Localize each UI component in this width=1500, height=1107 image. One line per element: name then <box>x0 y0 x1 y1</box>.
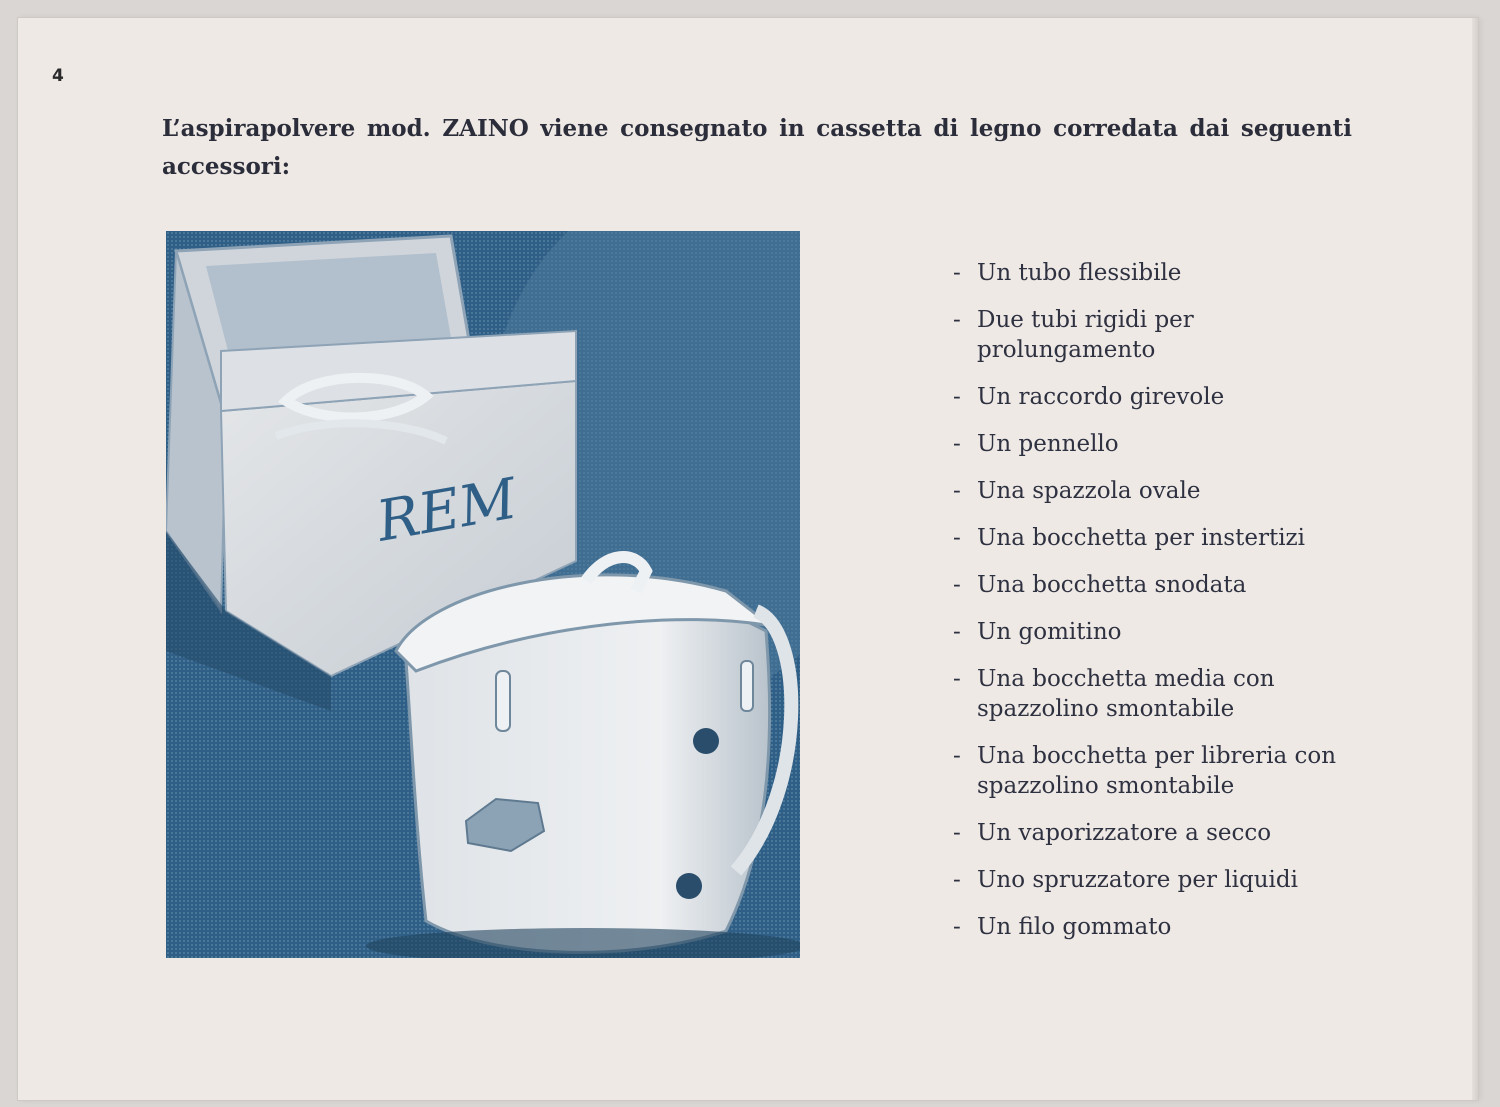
list-item: - Una bocchetta per libreria con spazzolino smontabile <box>953 741 1363 801</box>
manual-page <box>18 18 1478 1100</box>
list-item: - Una spazzola ovale <box>953 476 1363 506</box>
vacuum-illustration <box>166 231 800 958</box>
list-item: - Un tubo flessibile <box>953 258 1363 288</box>
list-item: - Un vaporizzatore a secco <box>953 818 1363 848</box>
list-item: - Un pennello <box>953 429 1363 459</box>
list-item: - Un gomitino <box>953 617 1363 647</box>
product-photo <box>166 231 800 958</box>
list-item: - Due tubi rigidi per prolungamento <box>953 305 1363 365</box>
list-item: - Una bocchetta media con spazzolino smontabile <box>953 664 1363 724</box>
list-item: - Uno spruzzatore per liquidi <box>953 865 1363 895</box>
list-item: - Una bocchetta per instertizi <box>953 523 1363 553</box>
list-item: - Un raccordo girevole <box>953 382 1363 412</box>
accessories-list <box>953 258 1363 959</box>
list-item: - Una bocchetta snodata <box>953 570 1363 600</box>
page-edge <box>1472 18 1478 1100</box>
intro-paragraph: L’aspirapolvere mod. ZAINO viene consegnato in cassetta di legno corredata dai seguenti accessori: <box>162 115 1352 180</box>
list-item: - Un filo gommato <box>953 912 1363 942</box>
rem-logo: REM <box>372 466 522 555</box>
page-number: 4 <box>52 66 64 86</box>
